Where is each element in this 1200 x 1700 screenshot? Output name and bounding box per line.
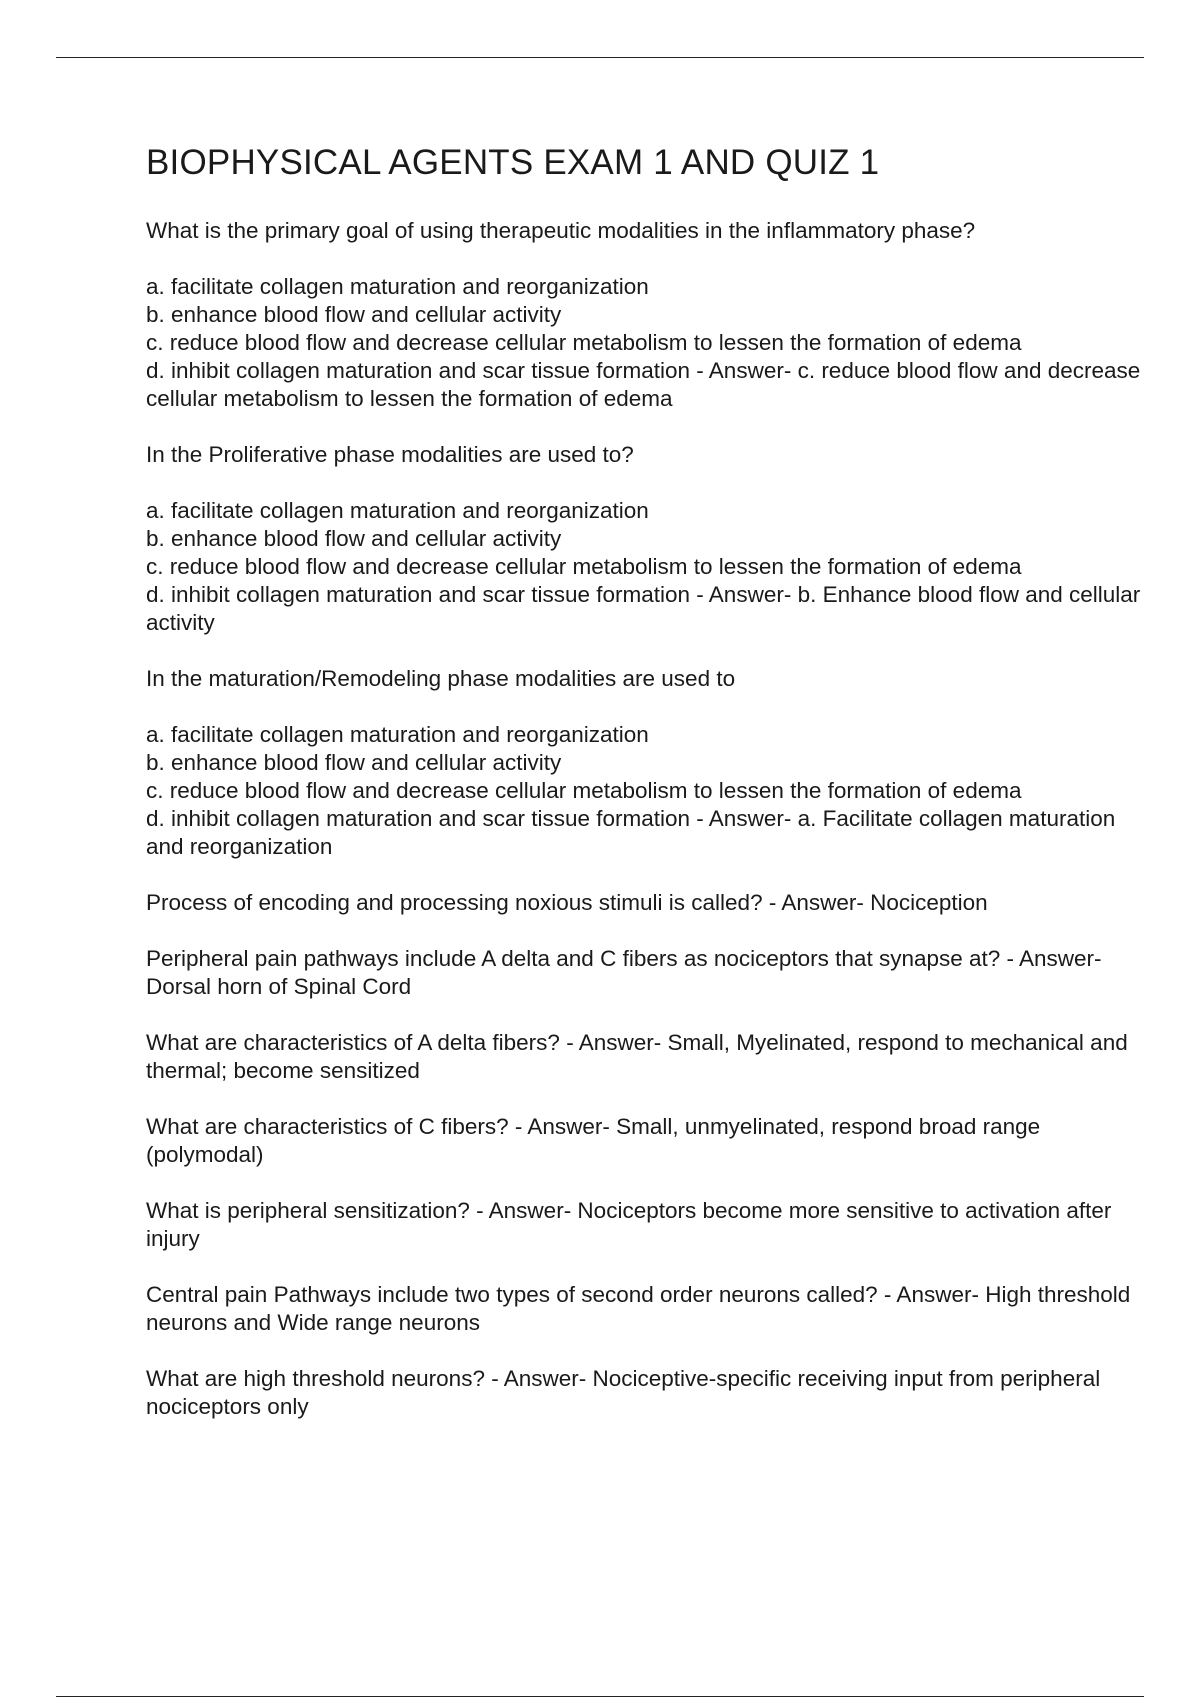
option-c: c. reduce blood flow and decrease cellular metabolism to lessen the formation of edema: [146, 778, 1022, 803]
question-block-9: [146, 1281, 1146, 1337]
question-block-6: [146, 1029, 1146, 1085]
question-block-4: [146, 889, 1146, 917]
top-rule: [56, 57, 1144, 58]
question-answer-text: What are characteristics of A delta fibers? - Answer- Small, Myelinated, respond to mechanical and thermal; become sensitized: [146, 1030, 1128, 1083]
answer-options: [146, 721, 1146, 861]
question-answer-text: What is peripheral sensitization? - Answer- Nociceptors become more sensitive to activation after injury: [146, 1198, 1112, 1251]
question-answer-text: Central pain Pathways include two types of second order neurons called? - Answer- High threshold neurons and Wide range neurons: [146, 1282, 1131, 1335]
document-body: [146, 142, 1146, 1449]
option-d-with-answer: d. inhibit collagen maturation and scar tissue formation - Answer- c. reduce blood flow and decrease cellular metabolism to lessen the formation of edema: [146, 358, 1141, 411]
question-answer-text: Peripheral pain pathways include A delta and C fibers as nociceptors that synapse at? - Answer- Dorsal horn of Spinal Cord: [146, 946, 1102, 999]
question-block-1: [146, 217, 1146, 413]
answer-options: [146, 273, 1146, 413]
question-answer-text: Process of encoding and processing noxious stimuli is called? - Answer- Nociception: [146, 890, 988, 915]
question-answer-text: What are high threshold neurons? - Answer- Nociceptive-specific receiving input from peripheral nociceptors only: [146, 1366, 1101, 1419]
answer-options: [146, 497, 1146, 637]
question-text: In the Proliferative phase modalities are used to?: [146, 442, 634, 467]
option-d-with-answer: d. inhibit collagen maturation and scar tissue formation - Answer- a. Facilitate collagen maturation and reorganization: [146, 806, 1116, 859]
option-c: c. reduce blood flow and decrease cellular metabolism to lessen the formation of edema: [146, 330, 1022, 355]
page-title: BIOPHYSICAL AGENTS EXAM 1 AND QUIZ 1: [146, 143, 880, 182]
question-block-5: [146, 945, 1146, 1001]
question-answer-text: What are characteristics of C fibers? - Answer- Small, unmyelinated, respond broad range (polymodal): [146, 1114, 1041, 1167]
question-block-2: [146, 441, 1146, 637]
option-a: a. facilitate collagen maturation and reorganization: [146, 274, 649, 299]
question-block-10: [146, 1365, 1146, 1421]
question-text: In the maturation/Remodeling phase modalities are used to: [146, 666, 736, 691]
bottom-rule: [56, 1696, 1144, 1697]
option-a: a. facilitate collagen maturation and reorganization: [146, 722, 649, 747]
question-text: What is the primary goal of using therapeutic modalities in the inflammatory phase?: [146, 218, 976, 243]
question-block-8: [146, 1197, 1146, 1253]
option-c: c. reduce blood flow and decrease cellular metabolism to lessen the formation of edema: [146, 554, 1022, 579]
option-b: b. enhance blood flow and cellular activity: [146, 750, 562, 775]
question-block-3: [146, 665, 1146, 861]
question-block-7: [146, 1113, 1146, 1169]
option-b: b. enhance blood flow and cellular activity: [146, 526, 562, 551]
option-a: a. facilitate collagen maturation and reorganization: [146, 498, 649, 523]
option-d-with-answer: d. inhibit collagen maturation and scar tissue formation - Answer- b. Enhance blood flow and cellular activity: [146, 582, 1141, 635]
option-b: b. enhance blood flow and cellular activity: [146, 302, 562, 327]
